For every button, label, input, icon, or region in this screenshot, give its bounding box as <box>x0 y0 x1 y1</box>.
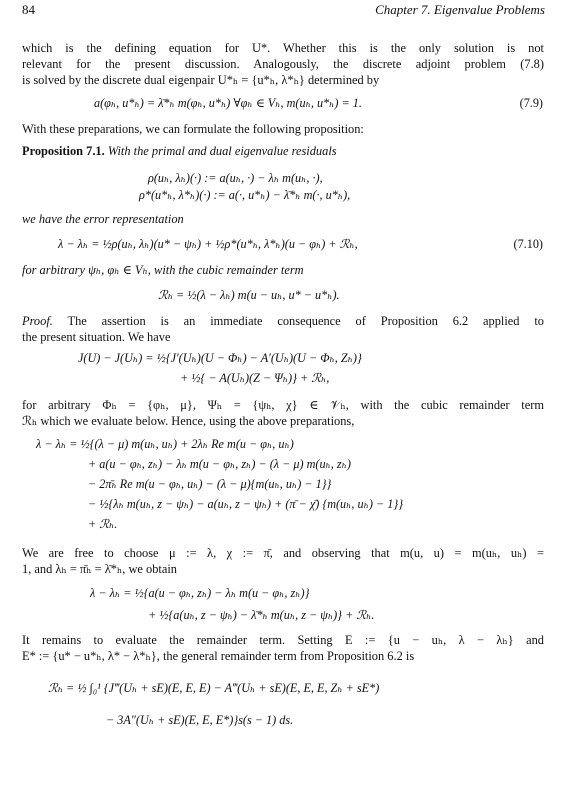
paragraph-line: We are free to choose μ := λ, χ := π̄, and observing that m(u, u) = m(uₕ, uₕ) = <box>22 546 544 560</box>
paragraph-line: for arbitrary Φₕ = {φₕ, μ}, Ψₕ = {ψₕ, χ} ∈ 𝒱ₕ, with the cubic remainder term <box>22 398 544 412</box>
remainder-equation: ℛₕ = ½(λ − λₕ) m(u − uₕ, u* − u*ₕ). <box>158 288 340 302</box>
primal-residual-equation: ρ(uₕ, λₕ)(·) := a(uₕ, ·) − λₕ m(uₕ, ·), <box>148 171 323 185</box>
chapter-title: Chapter 7. Eigenvalue Problems <box>375 2 545 17</box>
proposition-text: With the primal and dual eigenvalue residuals <box>107 144 337 158</box>
proposition-label: Proposition 7.1. <box>22 144 105 158</box>
paragraph-line: With these preparations, we can formulate the following proposition: <box>22 122 364 136</box>
paragraph-line: E* := {u* − u*ₕ, λ* − λ*ₕ}, the general remainder term from Proposition 6.2 is <box>22 649 415 663</box>
equation-number: (7.10) <box>513 237 543 251</box>
simplified-equation-line: λ − λₕ = ½{a(u − φₕ, zₕ) − λₕ m(u − φₕ, zₕ)} <box>90 586 310 600</box>
expansion-equation-line: + a(u − φₕ, zₕ) − λₕ m(u − φₕ, zₕ) − (λ − μ) m(uₕ, zₕ) <box>88 457 351 471</box>
expansion-equation-line: λ − λₕ = ½{(λ − μ) m(uₕ, uₕ) + 2λₕ Re m(u − φₕ, uₕ) <box>36 437 294 451</box>
simplified-equation-line: + ½{a(uₕ, z − ψₕ) − λ̄*ₕ m(uₕ, z − ψₕ)} + ℛₕ. <box>148 608 375 622</box>
remainder-integral-equation-cont: − 3A″(Uₕ + sE)(E, E, E*)}s(s − 1) ds. <box>106 713 294 727</box>
functional-error-equation-cont: + ½{ − A(Uₕ)(Z − Ψₕ)} + ℛₕ, <box>180 371 330 385</box>
proof-label: Proof. <box>22 314 53 328</box>
dual-residual-equation: ρ*(u*ₕ, λ*ₕ)(·) := a(·, u*ₕ) − λ̄*ₕ m(·, u*ₕ), <box>139 188 351 202</box>
expansion-equation-line: + ℛₕ. <box>88 517 118 531</box>
paragraph-line: It remains to evaluate the remainder term. Setting E := {u − uₕ, λ − λₕ} and <box>22 633 544 647</box>
functional-error-equation: J(U) − J(Uₕ) = ½{J′(Uₕ)(U − Φₕ) − A′(Uₕ)(U − Φₕ, Zₕ)} <box>78 351 362 365</box>
proof-line <box>22 313 544 329</box>
proposition-line <box>22 143 544 159</box>
paragraph-line: for arbitrary ψₕ, φₕ ∈ Vₕ, with the cubic remainder term <box>22 263 304 277</box>
paragraph-line: relevant for the present discussion. Analogously, the discrete adjoint problem (7.8) <box>22 57 544 71</box>
expansion-equation-line: − 2π̄ₕ Re m(u − φₕ, uₕ) − (λ − μ){m(uₕ, uₕ) − 1}} <box>88 477 332 491</box>
page-number: 84 <box>22 2 35 17</box>
paragraph-line: is solved by the discrete dual eigenpair U*ₕ = {u*ₕ, λ*ₕ} determined by <box>22 73 380 87</box>
equation-number: (7.9) <box>519 96 543 110</box>
paragraph-line: 1, and λₕ = π̄ₕ = λ̄*ₕ, we obtain <box>22 562 178 576</box>
paragraph-line: ℛₕ which we evaluate below. Hence, using the above preparations, <box>22 414 355 428</box>
paragraph-line: we have the error representation <box>22 212 184 226</box>
equation-7-9: a(φₕ, u*ₕ) = λ̄*ₕ m(φₕ, u*ₕ) ∀φₕ ∈ Vₕ, m(uₕ, u*ₕ) = 1. <box>94 96 362 110</box>
expansion-equation-line: − ½{λₕ m(uₕ, z − ψₕ) − a(uₕ, z − ψₕ) + (π̄ − χ̄) {m(uₕ, uₕ) − 1}} <box>88 497 404 511</box>
proof-text: The assertion is an immediate consequence of Proposition 6.2 applied to <box>67 314 544 328</box>
equation-7-10: λ − λₕ = ½ρ(uₕ, λₕ)(u* − ψₕ) + ½ρ*(u*ₕ, λ*ₕ)(u − φₕ) + ℛₕ, <box>58 237 358 251</box>
running-header <box>22 2 545 22</box>
paragraph-line: which is the defining equation for U*. Whether this is the only solution is not <box>22 41 544 55</box>
remainder-integral-equation: ℛₕ = ½ ∫₀¹ {J‴(Uₕ + sE)(E, E, E) − A‴(Uₕ + sE)(E, E, E, Zₕ + sE*) <box>48 681 380 695</box>
paragraph-line: the present situation. We have <box>22 330 171 344</box>
